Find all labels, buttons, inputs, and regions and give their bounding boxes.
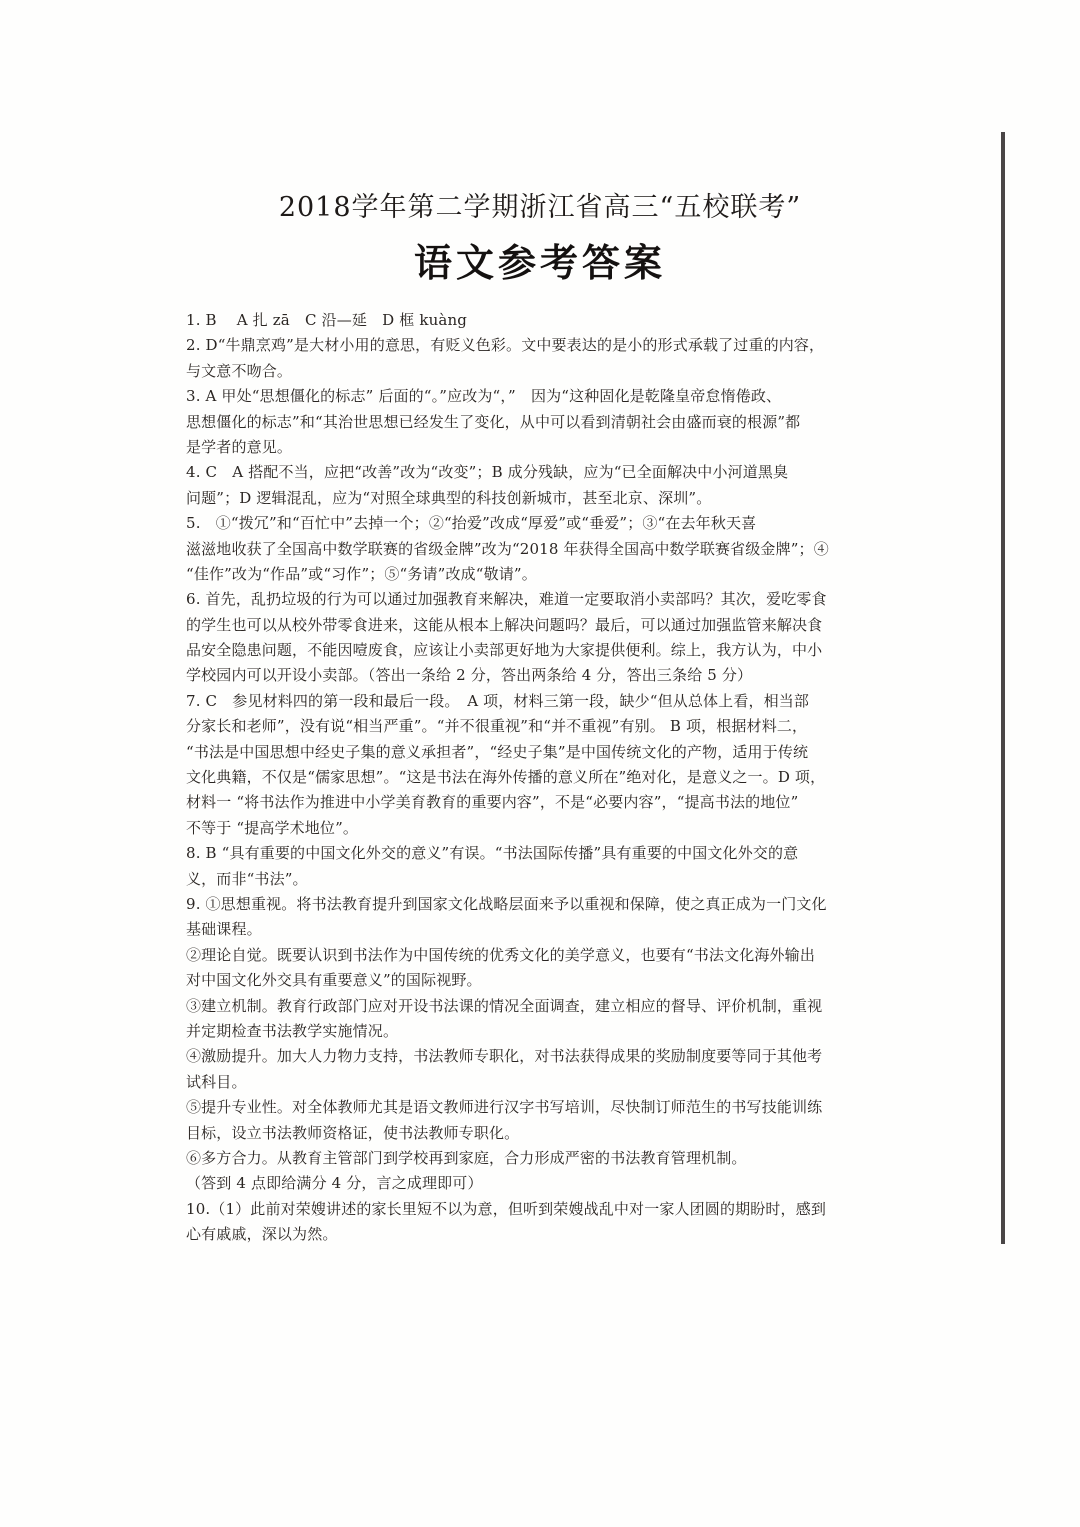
- text-line: 6. 首先，乱扔垃圾的行为可以通过加强教育来解决，难道一定要取消小卖部吗？其次，爱吃零食: [186, 590, 827, 609]
- text-line: 思想僵化的标志”和“其治世思想已经发生了变化，从中可以看到清朝社会由盛而衰的根源”都: [186, 412, 801, 431]
- text-line: 对中国文化外交具有重要意义”的国际视野。: [186, 971, 482, 990]
- text-line: “书法是中国思想中经史子集的意义承担者”，“经史子集”是中国传统文化的产物，适用于传统: [186, 742, 809, 761]
- text-line: 不等于 “提高学术地位”。: [186, 818, 359, 837]
- text-line: 3. A 甲处“思想僵化的标志” 后面的“。”应改为“，” 因为“这种固化是乾隆皇帝怠惰倦政、: [186, 387, 782, 406]
- text-line: 2. D“牛鼎烹鸡”是大材小用的意思，有贬义色彩。文中要表达的是小的形式承载了过重的内容，: [186, 336, 825, 355]
- text-line: （答到 4 点即给满分 4 分，言之成理即可）: [186, 1174, 483, 1193]
- page-edge-rule: [1001, 132, 1005, 1244]
- text-line: 的学生也可以从校外带零食进来，这能从根本上解决问题吗？最后，可以通过加强监管来解决食: [186, 615, 823, 634]
- text-line: 试科目。: [186, 1072, 247, 1091]
- text-line: “佳作”改为“作品”或“习作”；⑤“务请”改成“敬请”。: [186, 564, 537, 583]
- text-line: 是学者的意见。: [186, 437, 293, 456]
- text-line: ⑤提升专业性。对全体教师尤其是语文教师进行汉字书写培训，尽快制订师范生的书写技能训练: [186, 1098, 823, 1117]
- text-line: 并定期检查书法教学实施情况。: [186, 1021, 399, 1040]
- text-line: 1. B A 扎 zā C 沿—延 D 框 kuàng: [186, 311, 468, 329]
- text-line: 问题”；D 逻辑混乱，应为“对照全球典型的科技创新城市，甚至北京、深圳”。: [186, 488, 712, 507]
- text-line: 文化典籍，不仅是“儒家思想”。“这是书法在海外传播的意义所在”绝对化，是意义之一。D 项，: [186, 768, 826, 787]
- text-line: 品安全隐患问题，不能因噎废食，应该让小卖部更好地为大家提供便利。综上，我方认为，中小: [186, 641, 823, 660]
- document-title: 2018学年第二学期浙江省高三“五校联考”: [278, 192, 802, 223]
- text-line: 7. C 参见材料四的第一段和最后一段。 A 项，材料三第一段，缺少“但从总体上看，相当部: [186, 691, 810, 710]
- text-line: 目标，设立书法教师资格证，使书法教师专职化。: [186, 1123, 520, 1142]
- text-line: 心有戚戚，深以为然。: [186, 1225, 338, 1244]
- answer-body: [186, 308, 876, 1247]
- text-line: 学校园内可以开设小卖部。（答出一条给 2 分，答出两条给 4 分，答出三条给 5 分）: [186, 666, 753, 685]
- text-line: 滋滋地收获了全国高中数学联赛的省级金牌”改为“2018 年获得全国高中数学联赛省级金牌”；④: [186, 539, 829, 558]
- text-line: ②理论自觉。既要认识到书法作为中国传统的优秀文化的美学意义，也要有“书法文化海外输出: [186, 945, 815, 964]
- text-line: 10.（1）此前对荣嫂讲述的家长里短不以为意，但听到荣嫂战乱中对一家人团圆的期盼时，感到: [186, 1199, 827, 1218]
- text-line: ④激励提升。加大人力物力支持，书法教师专职化，对书法获得成果的奖励制度要等同于其他考: [186, 1047, 823, 1066]
- document-subtitle: 语文参考答案: [413, 240, 666, 285]
- text-line: 基础课程。: [186, 920, 262, 939]
- text-line: 义，而非“书法”。: [186, 869, 308, 888]
- text-line: 分家长和老师”，没有说“相当严重”。“并不很重视”和“并不重视”有别。 B 项，根据材料二，: [186, 717, 808, 736]
- text-line: 材料一 “将书法作为推进中小学美育教育的重要内容”，不是“必要内容”，“提高书法的地位”: [186, 793, 799, 812]
- text-line: 4. C A 搭配不当，应把“改善”改为“改变”；B 成分残缺，应为“已全面解决中小河道黑臭: [186, 463, 789, 482]
- text-line: ③建立机制。教育行政部门应对开设书法课的情况全面调查，建立相应的督导、评价机制，重视: [186, 996, 823, 1015]
- text-line: 与文意不吻合。: [186, 361, 293, 380]
- text-line: 5. ①“拨冗”和“百忙中”去掉一个；②“抬爱”改成“厚爱”或“垂爱”；③“在去年秋天喜: [186, 514, 757, 533]
- text-line: 9. ①思想重视。将书法教育提升到国家文化战略层面来予以重视和保障，使之真正成为一门文化: [186, 894, 827, 913]
- text-line: 8. B “具有重要的中国文化外交的意义”有误。“书法国际传播”具有重要的中国文化外交的意: [186, 844, 799, 863]
- text-line: ⑥多方合力。从教育主管部门到学校再到家庭，合力形成严密的书法教育管理机制。: [186, 1148, 747, 1167]
